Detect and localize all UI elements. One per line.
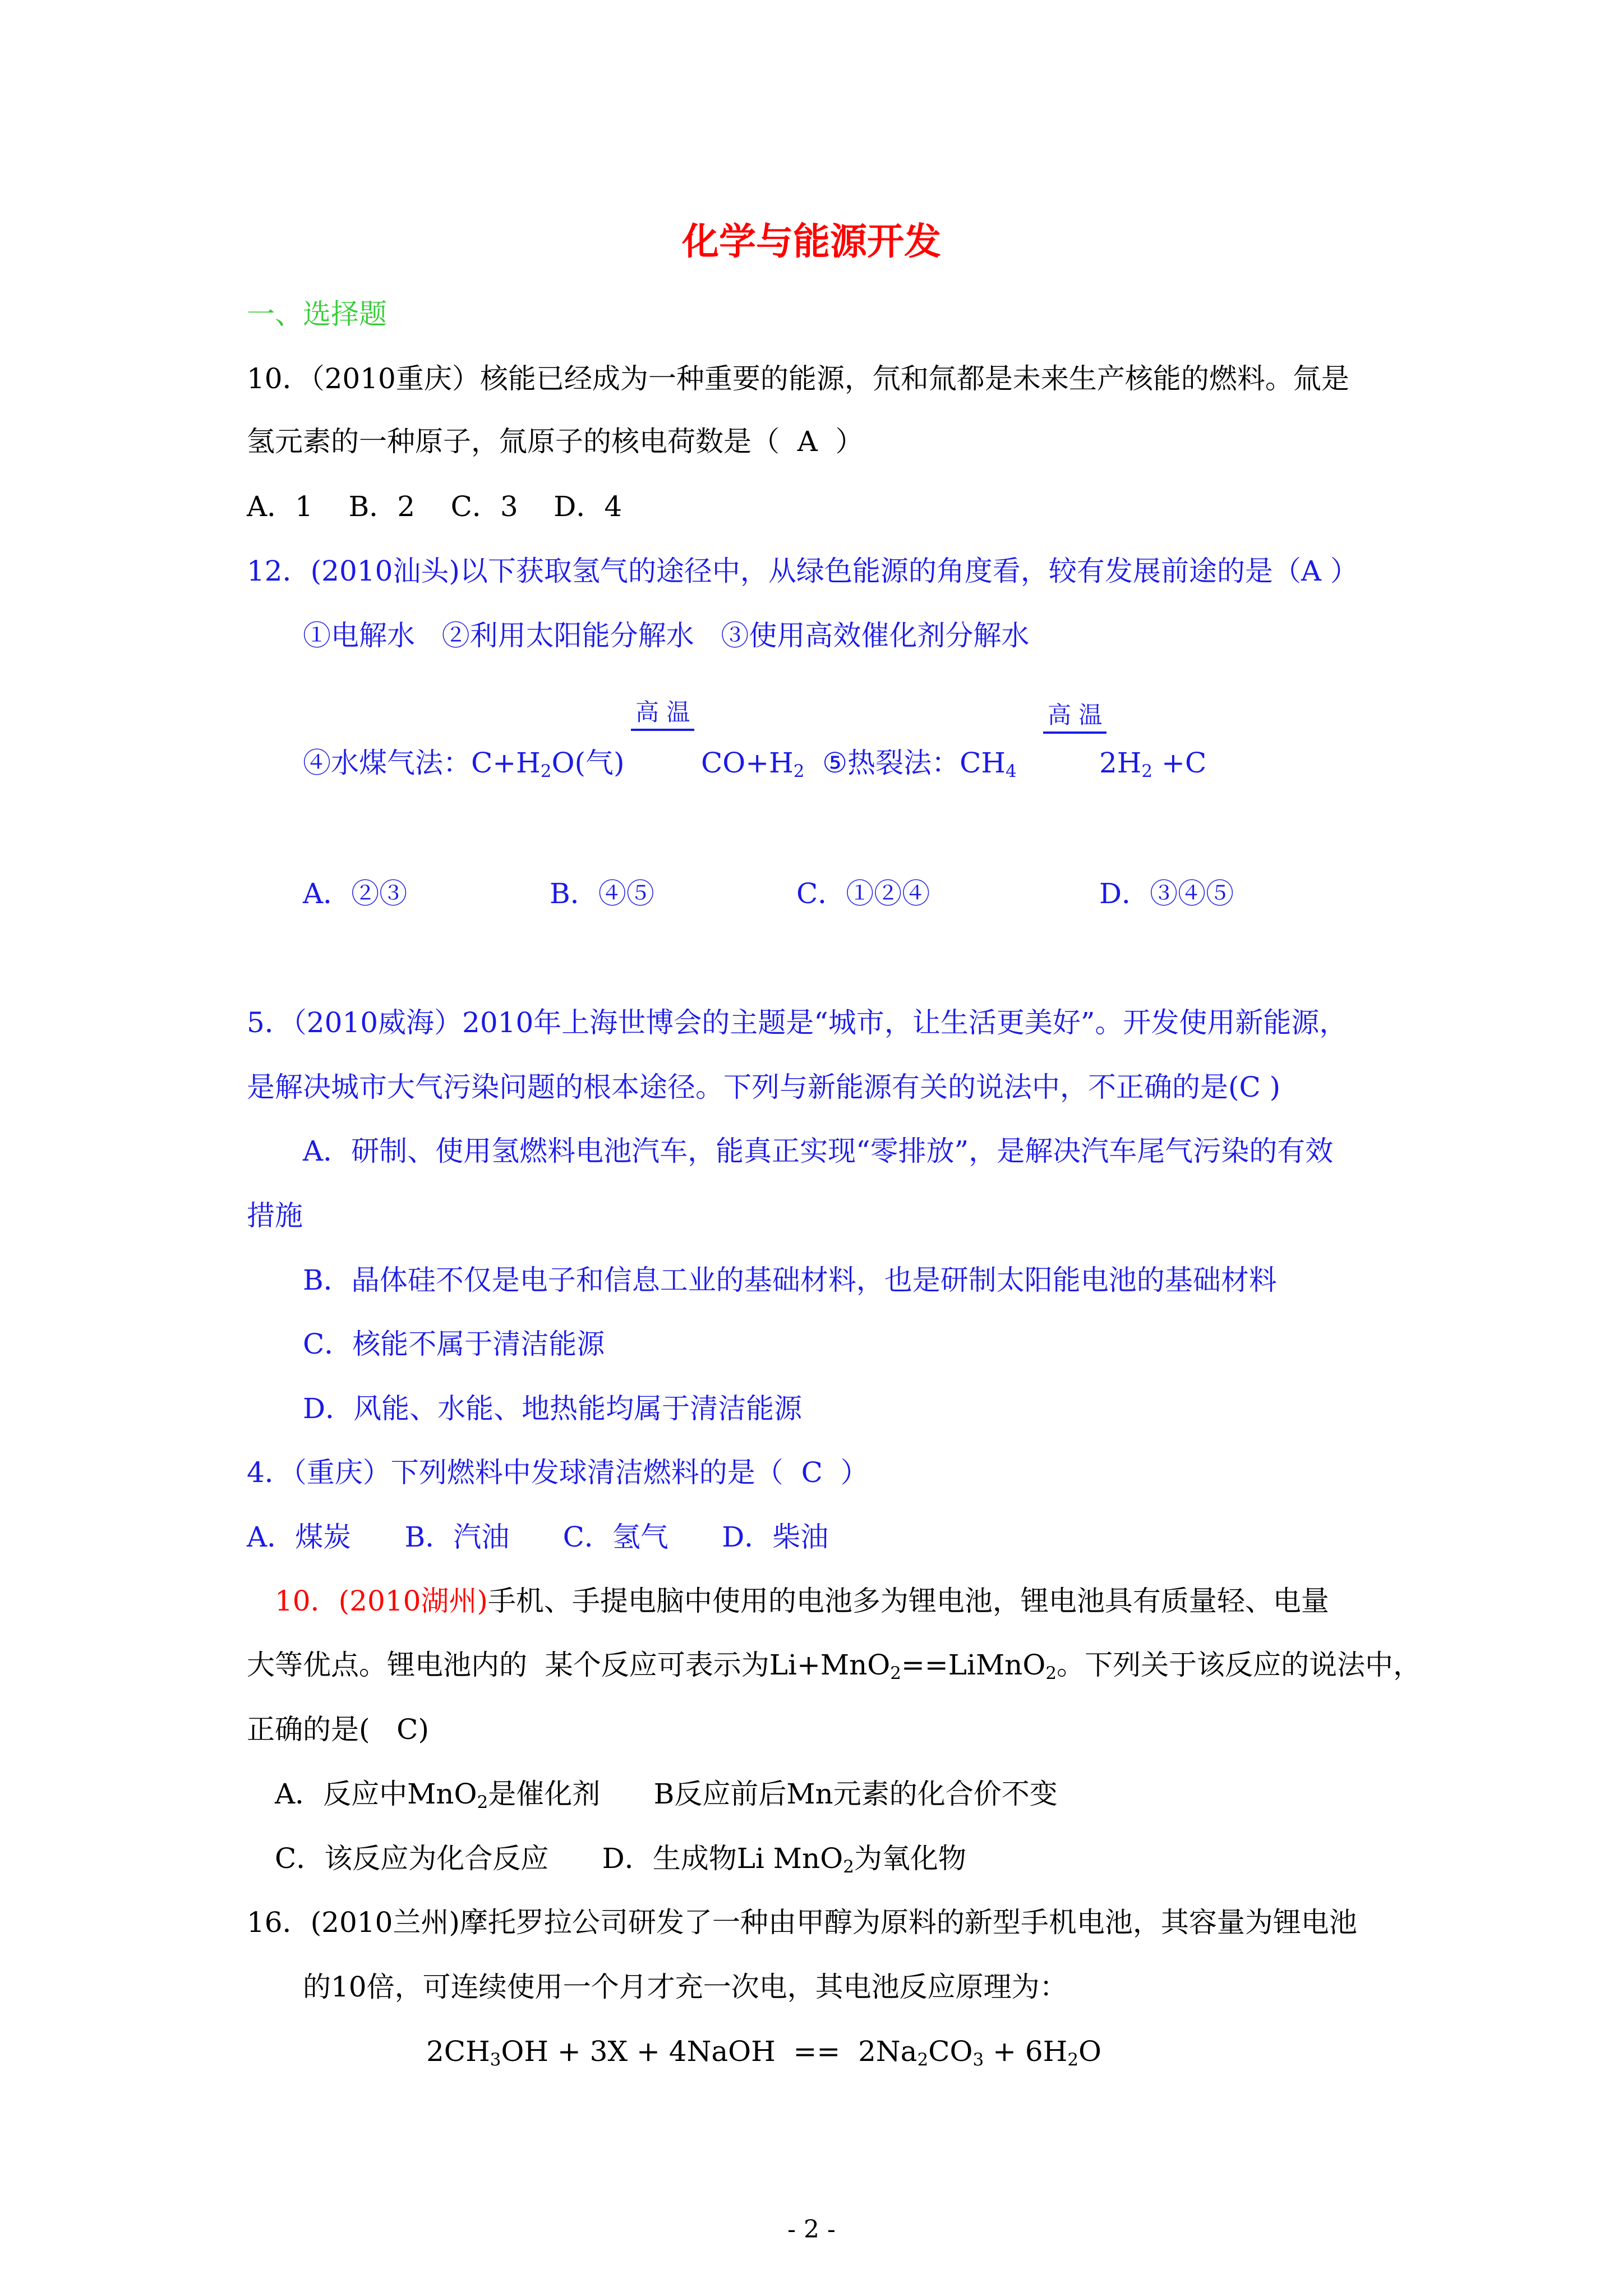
question-5-option-b: B．晶体硅不仅是电子和信息工业的基础材料，也是研制太阳能电池的基础材料 — [303, 1264, 1277, 1296]
page-number: - 2 - — [787, 2215, 836, 2244]
question-5-option-d: D．风能、水能、地热能均属于清洁能源 — [303, 1392, 803, 1425]
question-5-option-a-line-2: 措施 — [247, 1199, 303, 1232]
question-12-option-b: B．④⑤ — [550, 877, 654, 910]
question-16-line-1: 16．(2010兰州)摩托罗拉公司研发了一种由甲醇为原料的新型手机电池，其容量为锂电池 — [247, 1906, 1357, 1939]
cracking-products: $2H_2 +C$ — [1099, 747, 1207, 781]
question-10-huzhou-line-1: 10．(2010湖州)手机、手提电脑中使用的电池多为锂电池，锂电池具有质量轻、电量 — [275, 1585, 1329, 1617]
section-heading: 一、选择题 — [247, 298, 387, 330]
question-12-line-2: ①电解水 ②利用太阳能分解水 ③使用高效催化剂分解水 — [303, 619, 1030, 652]
question-10-huzhou-line-2: 大等优点。锂电池内的 某个反应可表示为Li+MnO$_2$==LiMnO$_2$。下列关于该反应的说法中， — [247, 1649, 1422, 1683]
question-10-huzhou-line-3: 正确的是( C) — [247, 1713, 429, 1746]
question-12-option-a: A．②③ — [303, 877, 408, 910]
water-gas-equation: ④水煤气法：$C+H_2O$(气) — [303, 747, 625, 781]
question-10-huzhou-label: 10．(2010湖州) — [275, 1585, 488, 1617]
question-4-line-1: 4．（重庆）下列燃料中发球清洁燃料的是（ C ） — [247, 1456, 869, 1489]
question-10-line-2: 氢元素的一种原子，氚原子的核电荷数是（ A ） — [247, 425, 864, 458]
question-4-options: A．煤炭 B．汽油 C．氢气 D．柴油 — [247, 1521, 829, 1553]
question-16-line-2: 的10倍，可连续使用一个月才充一次电，其电池反应原理为： — [303, 1971, 1068, 2003]
reaction-condition-2: 高 温 — [1043, 701, 1106, 734]
question-10-options: A．1 B．2 C．3 D．4 — [247, 490, 623, 523]
question-12-option-c: C．①②④ — [796, 877, 930, 910]
question-5-line-2: 是解决城市大气污染问题的根本途径。下列与新能源有关的说法中，不正确的是(C ) — [247, 1071, 1281, 1103]
page-title: 化学与能源开发 — [682, 219, 941, 263]
question-5-line-1: 5．（2010威海）2010年上海世博会的主题是“城市，让生活更美好”。开发使用新能源， — [247, 1006, 1348, 1039]
reaction-condition-1: 高 温 — [631, 698, 694, 731]
question-12-option-d: D．③④⑤ — [1099, 877, 1234, 910]
question-10-huzhou-options-cd: C．该反应为化合反应 D．生成物Li MnO$_2$为氧化物 — [275, 1842, 966, 1877]
question-10-line-1: 10．（2010重庆）核能已经成为一种重要的能源，氘和氚都是未来生产核能的燃料。氚是 — [247, 362, 1349, 395]
question-5-option-c: C．核能不属于清洁能源 — [303, 1328, 605, 1360]
question-5-option-a-line-1: A．研制、使用氢燃料电池汽车，能真正实现“零排放”，是解决汽车尾气污染的有效 — [303, 1135, 1334, 1167]
question-12-line-1: 12．(2010汕头)以下获取氢气的途径中，从绿色能源的角度看，较有发展前途的是（A ） — [247, 555, 1358, 587]
question-16-equation: $2CH_3OH + 3X$ + 4NaOH == $2Na_2CO_3 + 6H_2O$ — [426, 2035, 1102, 2070]
question-10-huzhou-options-ab: A．反应中MnO$_2$是催化剂 B反应前后Mn元素的化合价不变 — [275, 1778, 1058, 1812]
cracking-equation: $CO+H_2$ ⑤热裂法：$CH_4$ — [701, 747, 1017, 781]
